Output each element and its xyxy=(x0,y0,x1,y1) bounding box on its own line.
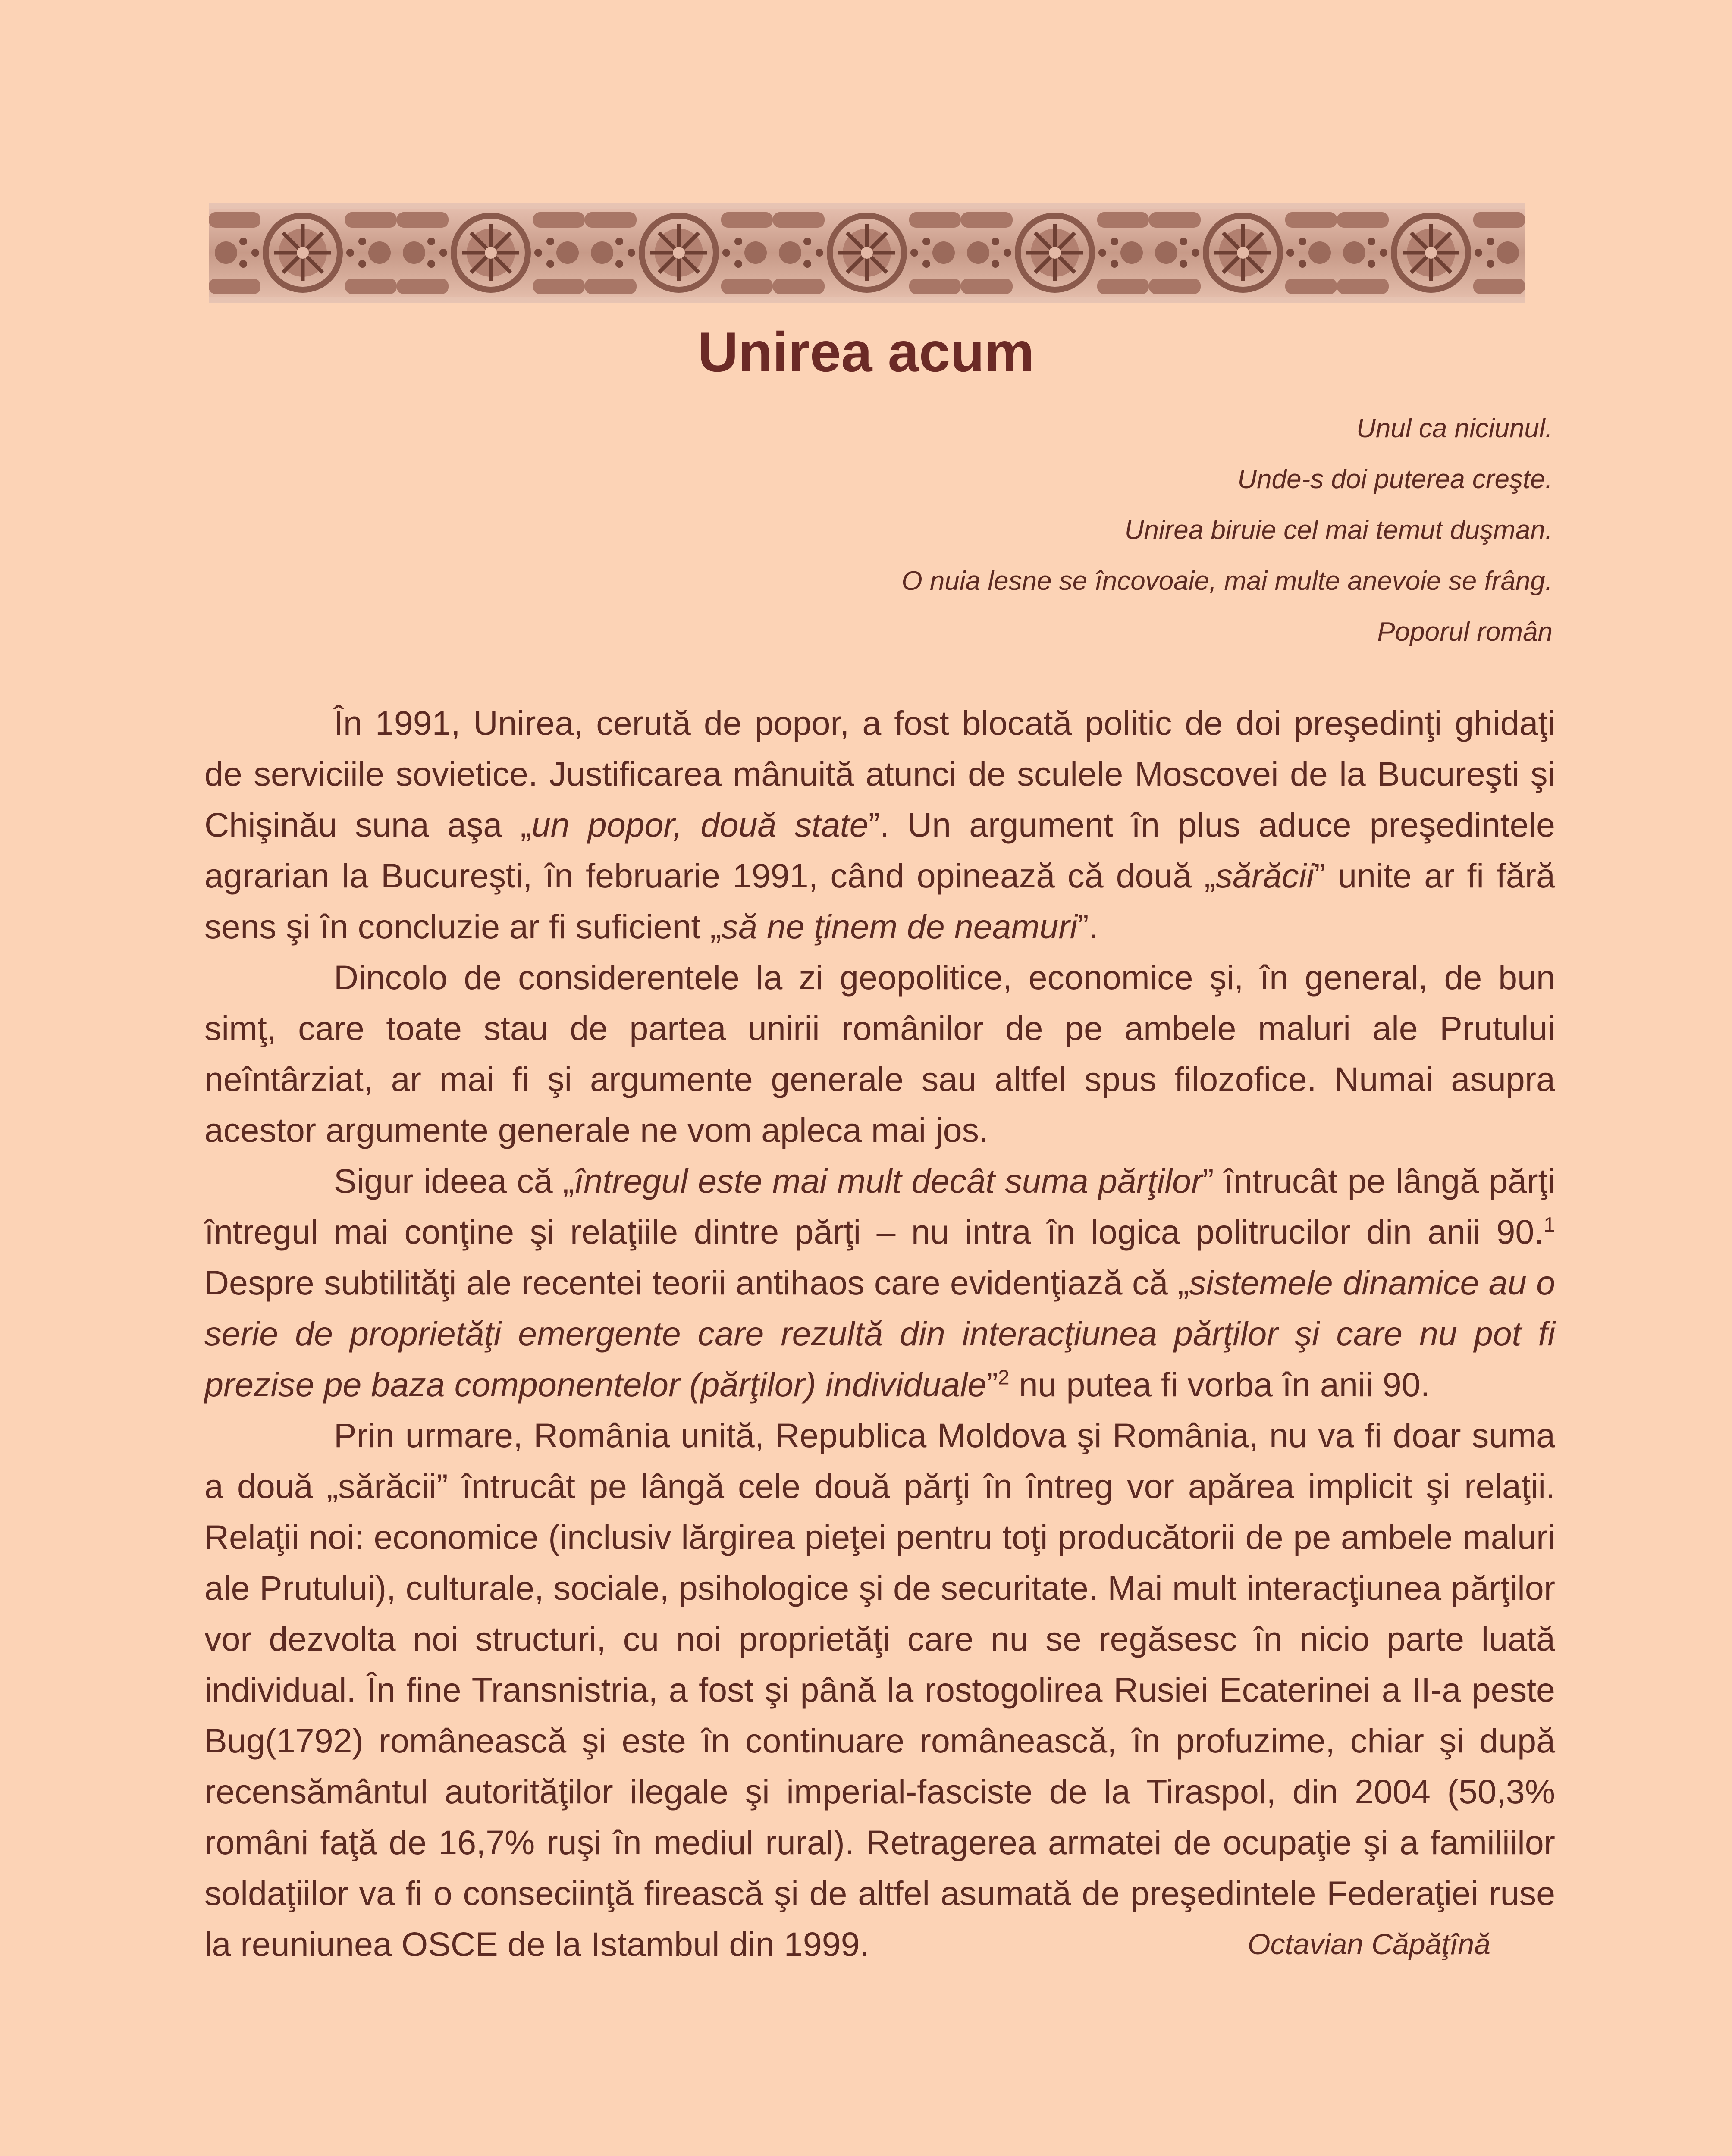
epigraph-line: Unirea biruie cel mai temut duşman. xyxy=(1124,515,1553,545)
article-body xyxy=(204,698,1555,1970)
paragraph-2: Dincolo de considerentele la zi geopolitice, economice şi, în general, de bun simţ, care toate stau de partea unirii românilor de pe ambele maluri ale Prutului neîntârziat, ar mai fi şi argumente generale sau altfel spus filozofice. Numai asupra acestor argumente generale ne vom apleca mai jos. xyxy=(204,958,1555,1149)
article-title: Unirea acum xyxy=(697,320,1035,383)
paragraph-1 xyxy=(204,698,1555,952)
text-span: ”. Un argument în plus aduce preşedintele agrarian la Bucureşti, în februarie 1991, când opinează că două „ xyxy=(204,805,1555,895)
text-span: În 1991, Unirea, cerută de popor, a fost blocată politic de doi preşedinţi ghidaţi de serviciile sovietice. Justificarea mânuită atunci de sculele Moscovei de la Bucureşti şi Chişinău suna aşa „ xyxy=(204,704,1555,844)
italic-quote: sistemele dinamice au o serie de proprietăţi emergente care rezultă din interacţiunea părţilor şi care nu pot fi prezise pe baza componentelor (părţilor) individuale xyxy=(204,1263,1555,1404)
epigraph-attribution: Poporul român xyxy=(1377,617,1553,647)
italic-quote: să ne ţinem de neamuri xyxy=(721,907,1078,946)
text-span: nu putea fi vorba în anii 90. xyxy=(1009,1365,1430,1404)
text-span: Sigur ideea că „ xyxy=(334,1162,574,1200)
text-span: Prin urmare, România unită, Republica Moldova şi România, nu va fi doar suma a două „sărăcii” întrucât pe lângă cele două părţi în întreg vor apărea implicit şi relaţii. Relaţii noi: economice (inclusiv lărgirea pieţei pentru toţi producătorii de pe ambele maluri ale Prutului), culturale, sociale, psihologice şi de securitate. Mai mult interacţiunea părţilor vor dezvolta noi structuri, cu noi proprietăţi care nu se regăsesc în nicio parte luată individual. În fine Transnistria, a fost şi până la rostogolirea Rusiei Ecaterinei a II-a peste Bug(1792) românească şi este în continuare românească, în profuzime, chiar şi după recensământul autorităţilor ilegale şi imperial-fasciste de la Tiraspol, din 2004 (50,3% români faţă de 16,7% ruşi în mediul rural). Retragerea armatei de ocupaţie şi a familiilor soldaţiilor va fi o conseciinţă firească şi de altfel asumată de preşedintele Federaţiei ruse la reuniunea OSCE de la Istambul din 1999. xyxy=(204,1416,1555,1963)
references-heading xyxy=(204,2152,1585,2156)
epigraph-line: Unul ca niciunul. xyxy=(1356,414,1553,443)
footnote-marker: 2 xyxy=(998,1366,1010,1389)
paragraph-4 xyxy=(204,1410,1555,1970)
author-signature: Octavian Căpăţînă xyxy=(1247,1928,1490,1961)
text-span: ” unite ar fi fără sens şi în concluzie ar fi suficient „ xyxy=(204,856,1555,946)
footnote-marker: 1 xyxy=(1544,1213,1555,1237)
epigraph xyxy=(518,403,1553,658)
text-span: ” xyxy=(986,1365,998,1404)
italic-quote: un popor, două state xyxy=(531,805,869,844)
text-span: ”. xyxy=(1077,907,1098,946)
epigraph-line: Unde-s doi puterea creşte. xyxy=(1237,464,1553,494)
ornament-border-image xyxy=(209,203,1525,303)
paragraph-3 xyxy=(204,1156,1555,1410)
italic-quote: întregul este mai mult decât suma părţilor xyxy=(574,1162,1203,1200)
references-section xyxy=(204,2152,1585,2156)
italic-quote: sărăcii xyxy=(1215,856,1314,895)
text-span: Despre subtilităţi ale recentei teorii antihaos care evidenţiază că „ xyxy=(204,1263,1189,1302)
text-span: ” întrucât pe lângă părţi întregul mai conţine şi relaţiile dintre părţi – nu intra în logica politrucilor din anii 90. xyxy=(204,1162,1555,1251)
epigraph-line: O nuia lesne se încovoaie, mai multe anevoie se frâng. xyxy=(901,566,1553,596)
